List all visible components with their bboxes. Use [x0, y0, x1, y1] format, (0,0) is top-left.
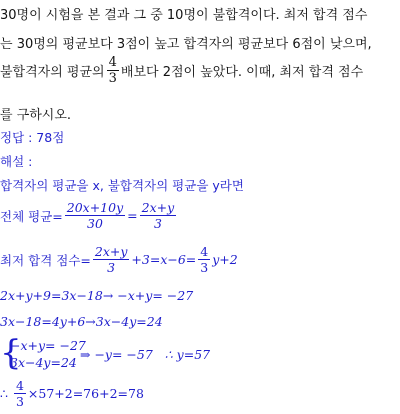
simplified-denominator: 3	[153, 216, 162, 231]
system-brace: {	[0, 333, 22, 373]
solution-step-7	[0, 378, 144, 409]
solution-step-6	[0, 333, 320, 373]
simplified-numerator: 2x+y	[141, 200, 175, 215]
solution-step-3	[0, 244, 238, 275]
problem-line-3-start: 불합격자의 평균의	[0, 65, 105, 80]
problem-fraction-numerator: 4	[108, 55, 117, 70]
four-thirds-fraction	[198, 244, 210, 275]
simplified-fraction	[140, 200, 177, 231]
problem-line-4: 를 구하시오.	[0, 108, 72, 123]
final-fraction	[14, 378, 26, 409]
min-pass-middle-expression: +3=x−6=	[131, 252, 197, 267]
solution-step-1: 합격자의 평균을 x, 불합격자의 평균을 y라면	[0, 178, 244, 193]
problem-line-1: 30명이 시험을 본 결과 그 중 10명이 불합격이다. 최저 합격 점수	[0, 8, 368, 23]
problem-line-3-end: 배보다 2점이 높았다. 이때, 최저 합격 점수	[120, 65, 364, 80]
problem-fraction-denominator: 3	[108, 71, 117, 86]
min-pass-numerator: 2x+y	[94, 244, 128, 259]
overall-average-fraction	[65, 200, 125, 231]
solution-step-5: 3x−18=4y+6→3x−4y=24	[0, 314, 163, 329]
four-thirds-denominator: 3	[200, 260, 209, 275]
problem-line-3	[0, 55, 363, 86]
overall-average-label: 전체 평균=	[0, 208, 63, 224]
overall-average-numerator: 20x+10y	[66, 200, 124, 215]
problem-line-2: 는 30명의 평균보다 3점이 높고 합격자의 평균보다 6점이 낮으며,	[0, 37, 372, 52]
four-thirds-numerator: 4	[200, 244, 209, 259]
min-pass-denominator: 3	[107, 260, 116, 275]
final-calculation: ×57+2=76+2=78	[27, 386, 144, 401]
min-pass-fraction	[93, 244, 130, 275]
equals-sign: =	[127, 208, 138, 223]
system-result: ⇒ −y= −57 ∴ y=57	[80, 347, 211, 362]
min-pass-score-label: 최저 합격 점수=	[0, 252, 91, 268]
explanation-label: 해설 :	[0, 154, 33, 169]
answer-line: 정답 : 78점	[0, 130, 65, 145]
overall-average-denominator: 30	[87, 216, 103, 231]
system-equation-2: 3x−4y=24	[10, 355, 77, 370]
problem-fraction	[107, 55, 119, 86]
therefore-symbol: ∴	[0, 386, 8, 401]
min-pass-tail-expression: y+2	[212, 252, 238, 267]
final-fraction-numerator: 4	[15, 378, 24, 393]
system-equation-1: −x+y= −27	[10, 338, 86, 353]
solution-step-2	[0, 200, 178, 231]
final-fraction-denominator: 3	[15, 394, 24, 409]
solution-step-4: 2x+y+9=3x−18→ −x+y= −27	[0, 288, 194, 303]
